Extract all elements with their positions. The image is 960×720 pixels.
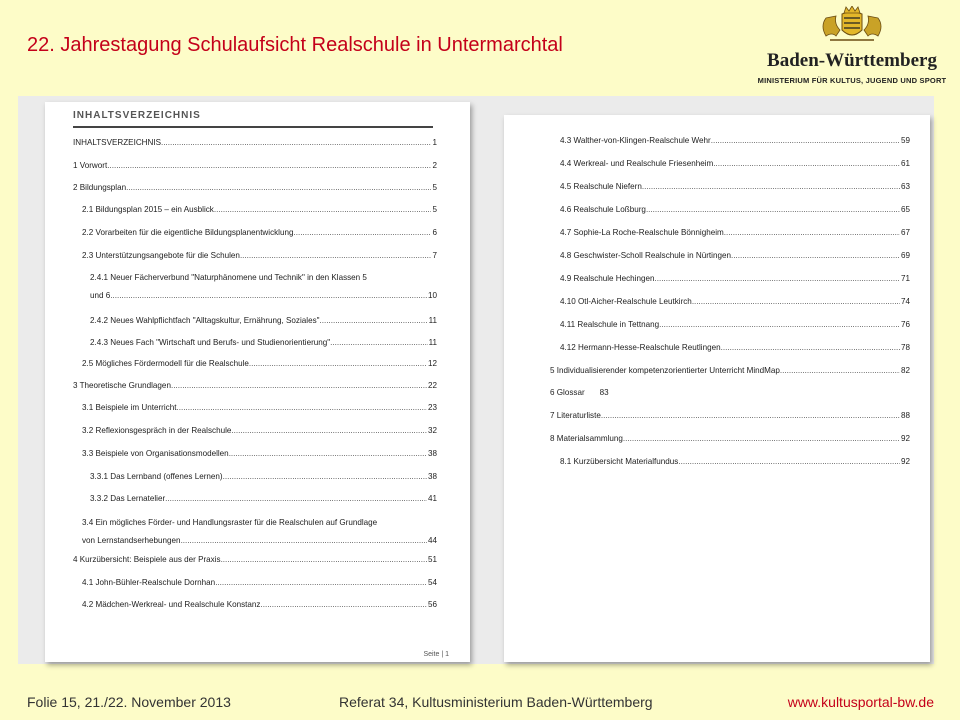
toc-entry-line <box>560 228 910 238</box>
toc-entry-title: 2.4.1 Neuer Fächerverbund "Naturphänomene und Technik" in den Klassen 5 <box>90 273 367 282</box>
toc-page-number: 12 <box>427 359 437 368</box>
dot-leader <box>181 536 427 546</box>
toc-entry[interactable] <box>560 457 910 467</box>
toc-entry-title: 4.5 Realschule Niefern <box>560 182 642 191</box>
toc-page-number: 83 <box>599 388 609 397</box>
toc-page-number: 67 <box>900 228 910 237</box>
toc-entry-line <box>82 403 437 413</box>
toc-entry-title: 2.3 Unterstützungsangebote für die Schulen <box>82 251 240 260</box>
toc-entry-line <box>90 273 437 283</box>
toc-entry-title: 2.1 Bildungsplan 2015 – ein Ausblick <box>82 205 214 214</box>
toc-entry-line <box>82 536 437 546</box>
toc-entry[interactable] <box>73 161 437 171</box>
dot-leader <box>731 251 900 261</box>
toc-entry-line <box>560 320 910 330</box>
dot-leader <box>249 359 427 369</box>
toc-entry-line <box>560 205 910 215</box>
dot-leader <box>110 291 427 301</box>
toc-page-number: 32 <box>427 426 437 435</box>
toc-page-number: 2 <box>432 161 437 170</box>
toc-entry[interactable] <box>560 159 910 169</box>
toc-entry-title: 2.5 Mögliches Fördermodell für die Realschule <box>82 359 249 368</box>
toc-entry[interactable] <box>560 251 910 261</box>
toc-page-number: 54 <box>427 578 437 587</box>
toc-entry-line <box>82 251 437 261</box>
dot-leader <box>214 205 432 215</box>
toc-entry-title: 2 Bildungsplan <box>73 183 127 192</box>
dot-leader <box>240 251 432 261</box>
dot-leader <box>171 381 427 391</box>
dot-leader <box>711 136 900 146</box>
toc-page-left <box>45 102 470 662</box>
toc-entry[interactable] <box>73 381 437 391</box>
dot-leader <box>165 494 427 504</box>
toc-entry-title: und 6 <box>90 291 111 300</box>
toc-entry-title: INHALTSVERZEICHNIS <box>73 138 161 147</box>
toc-page-number: 76 <box>900 320 910 329</box>
toc-page-number: 41 <box>427 494 437 503</box>
toc-entry-title: 8 Materialsammlung <box>550 434 623 443</box>
toc-page-number: 71 <box>900 274 910 283</box>
toc-entry-title: 4.10 Otl-Aicher-Realschule Leutkirch <box>560 297 692 306</box>
toc-entry-line <box>550 388 609 398</box>
toc-page-number: 11 <box>428 316 437 325</box>
toc-entry[interactable] <box>560 136 910 146</box>
toc-entry-title: 4.2 Mädchen-Werkreal- und Realschule Konstanz <box>82 600 261 609</box>
toc-entry-line <box>82 228 437 238</box>
dot-leader <box>229 449 427 459</box>
dot-leader <box>215 578 427 588</box>
dot-leader <box>724 228 900 238</box>
toc-entry-title: 4.12 Hermann-Hesse-Realschule Reutlingen <box>560 343 721 352</box>
toc-entry-line <box>560 136 910 146</box>
dot-leader <box>330 338 427 348</box>
toc-entry-title: 4.11 Realschule in Tettnang <box>560 320 660 329</box>
toc-page-number: 88 <box>900 411 910 420</box>
toc-page-number: 38 <box>427 449 437 458</box>
toc-entry-title: 3.2 Reflexionsgespräch in der Realschule <box>82 426 232 435</box>
dot-leader <box>721 343 900 353</box>
toc-entry[interactable] <box>73 183 437 193</box>
toc-entry[interactable] <box>82 449 437 459</box>
toc-page-number: 59 <box>900 136 910 145</box>
toc-page-number: 22 <box>427 381 437 390</box>
toc-entry-title: 3.1 Beispiele im Unterricht <box>82 403 177 412</box>
toc-entry-title: 5 Individualisierender kompetenzorientierter Unterricht MindMap <box>550 366 780 375</box>
toc-entry-title: 4.6 Realschule Loßburg <box>560 205 646 214</box>
toc-entry[interactable] <box>82 426 437 436</box>
toc-entry-line <box>82 518 437 528</box>
dot-leader <box>221 555 427 565</box>
dot-leader <box>678 457 900 467</box>
toc-heading: INHALTSVERZEICHNIS <box>73 110 201 121</box>
dot-leader <box>107 161 431 171</box>
toc-entry-line <box>560 343 910 353</box>
toc-page-number: 74 <box>900 297 910 306</box>
toc-entry-title: 3.4 Ein mögliches Förder- und Handlungsraster für die Realschulen auf Grundlage <box>82 518 378 527</box>
toc-entry[interactable] <box>90 494 437 504</box>
dot-leader <box>623 434 900 444</box>
coat-of-arms-icon <box>812 6 892 48</box>
toc-entry-line <box>73 161 437 171</box>
logo-subtitle: MINISTERIUM FÜR KULTUS, JUGEND UND SPORT <box>757 76 947 85</box>
toc-entry-title: 1 Vorwort <box>73 161 108 170</box>
toc-page-number: 11 <box>428 338 437 347</box>
toc-entry[interactable] <box>82 518 437 546</box>
toc-page-number: 56 <box>427 600 437 609</box>
toc-entry-line <box>90 472 437 482</box>
toc-page-number: 23 <box>427 403 437 412</box>
toc-page-number: 92 <box>900 434 910 443</box>
toc-entry-line <box>82 578 437 588</box>
toc-entry-title: 7 Literaturliste <box>550 411 601 420</box>
toc-entry-title: 2.2 Vorarbeiten für die eigentliche Bildungsplanentwicklung <box>82 228 294 237</box>
toc-page-number: 5 <box>432 205 437 214</box>
toc-entry[interactable] <box>560 343 910 353</box>
dot-leader <box>126 183 431 193</box>
dot-leader <box>231 426 427 436</box>
toc-entry-title: 6 Glossar <box>550 388 585 397</box>
dot-leader <box>659 320 900 330</box>
toc-entry-line <box>73 381 437 391</box>
toc-entry-title: 4.8 Geschwister-Scholl Realschule in Nürtingen <box>560 251 731 260</box>
slide-title: 22. Jahrestagung Schulaufsicht Realschule in Untermarchtal <box>27 34 563 56</box>
toc-entry[interactable] <box>560 320 910 330</box>
toc-entry-title: von Lernstandserhebungen <box>82 536 181 545</box>
dot-leader <box>161 138 431 148</box>
toc-entry-line <box>73 183 437 193</box>
toc-entry[interactable] <box>82 600 437 610</box>
toc-entry-title: 8.1 Kurzübersicht Materialfundus <box>560 457 679 466</box>
dot-leader <box>646 205 900 215</box>
toc-entry[interactable] <box>90 338 437 348</box>
dot-leader <box>642 182 900 192</box>
toc-page-number: 1 <box>432 138 437 147</box>
toc-entry[interactable] <box>560 228 910 238</box>
toc-entry-line <box>90 316 437 326</box>
toc-entry-line <box>82 205 437 215</box>
toc-entry[interactable] <box>90 316 437 326</box>
toc-page-number: 7 <box>432 251 437 260</box>
dot-leader <box>223 472 427 482</box>
dot-leader <box>692 297 900 307</box>
heading-rule <box>73 126 433 128</box>
toc-entry-line <box>550 366 910 376</box>
toc-entry-line <box>560 182 910 192</box>
toc-entry[interactable] <box>73 138 437 148</box>
toc-page-number: 10 <box>427 291 437 300</box>
toc-page-number: 44 <box>427 536 437 545</box>
toc-page-number: 61 <box>900 159 910 168</box>
toc-page-number: 92 <box>900 457 910 466</box>
toc-entry[interactable] <box>560 274 910 284</box>
toc-entry[interactable] <box>550 366 910 376</box>
toc-entry-line <box>82 426 437 436</box>
toc-entry[interactable] <box>560 205 910 215</box>
toc-entry-title: 4 Kurzübersicht: Beispiele aus der Praxis <box>73 555 221 564</box>
toc-entry-title: 3.3.1 Das Lernband (offenes Lernen) <box>90 472 223 481</box>
toc-page-number: 65 <box>900 205 910 214</box>
toc-page-number: 5 <box>432 183 437 192</box>
toc-page-number: 63 <box>900 182 910 191</box>
footer-slide-info: Folie 15, 21./22. November 2013 <box>27 694 231 710</box>
dot-leader <box>176 403 427 413</box>
toc-entry-line <box>90 291 437 301</box>
toc-entry-line <box>560 297 910 307</box>
toc-entry[interactable] <box>550 434 910 444</box>
toc-entry-line <box>560 159 910 169</box>
toc-entry[interactable] <box>82 403 437 413</box>
footer-department: Referat 34, Kultusministerium Baden-Württemberg <box>339 694 653 710</box>
toc-entry-line <box>82 600 437 610</box>
footer-url-link[interactable]: www.kultusportal-bw.de <box>787 694 934 710</box>
toc-entry-line <box>560 457 910 467</box>
toc-entry[interactable] <box>82 359 437 369</box>
toc-entry-line <box>560 274 910 284</box>
toc-entry[interactable] <box>550 388 609 398</box>
toc-entry-title: 3.3 Beispiele von Organisationsmodellen <box>82 449 229 458</box>
dot-leader <box>601 411 900 421</box>
toc-entry[interactable] <box>82 205 437 215</box>
page-number-label: Seite | 1 <box>423 651 449 658</box>
dot-leader <box>320 316 428 326</box>
toc-page-right <box>504 115 930 662</box>
toc-entry-line <box>550 434 910 444</box>
toc-entry-title: 4.4 Werkreal- und Realschule Friesenheim <box>560 159 714 168</box>
toc-page-number: 6 <box>432 228 437 237</box>
toc-entry[interactable] <box>90 273 437 301</box>
dot-leader <box>293 228 431 238</box>
toc-entry[interactable] <box>73 555 437 565</box>
toc-entry-line <box>560 251 910 261</box>
toc-page-number: 38 <box>427 472 437 481</box>
toc-entry-line <box>82 359 437 369</box>
toc-entry-title: 2.4.3 Neues Fach "Wirtschaft und Berufs- und Studienorientierung" <box>90 338 331 347</box>
toc-page-number: 78 <box>900 343 910 352</box>
toc-entry-title: 4.9 Realschule Hechingen <box>560 274 655 283</box>
toc-entry-line <box>73 138 437 148</box>
toc-entry[interactable] <box>82 228 437 238</box>
toc-page-number: 51 <box>427 555 437 564</box>
toc-entry-line <box>550 411 910 421</box>
toc-entry[interactable] <box>82 578 437 588</box>
toc-entry-line <box>90 338 437 348</box>
toc-page-number: 82 <box>900 366 910 375</box>
ministry-logo <box>752 6 952 90</box>
toc-entry-title: 2.4.2 Neues Wahlpflichtfach "Alltagskultur, Ernährung, Soziales" <box>90 316 320 325</box>
toc-entry-title: 4.1 John-Bühler-Realschule Dornhan <box>82 578 216 587</box>
toc-entry-line <box>82 449 437 459</box>
toc-entry-title: 3.3.2 Das Lernatelier <box>90 494 166 503</box>
toc-entry[interactable] <box>560 297 910 307</box>
toc-entry-title: 4.3 Walther-von-Klingen-Realschule Wehr <box>560 136 711 145</box>
dot-leader <box>655 274 900 284</box>
toc-entry[interactable] <box>82 251 437 261</box>
dot-leader <box>713 159 900 169</box>
toc-entry[interactable] <box>550 411 910 421</box>
dot-leader <box>260 600 427 610</box>
toc-entry-title: 3 Theoretische Grundlagen <box>73 381 171 390</box>
toc-entry-title: 4.7 Sophie-La Roche-Realschule Bönnigheim <box>560 228 724 237</box>
toc-entry-line <box>73 555 437 565</box>
toc-entry[interactable] <box>560 182 910 192</box>
toc-entry-line <box>90 494 437 504</box>
toc-page-number: 69 <box>900 251 910 260</box>
dot-leader <box>780 366 900 376</box>
toc-entry[interactable] <box>90 472 437 482</box>
logo-name: Baden-Württemberg <box>767 50 937 71</box>
